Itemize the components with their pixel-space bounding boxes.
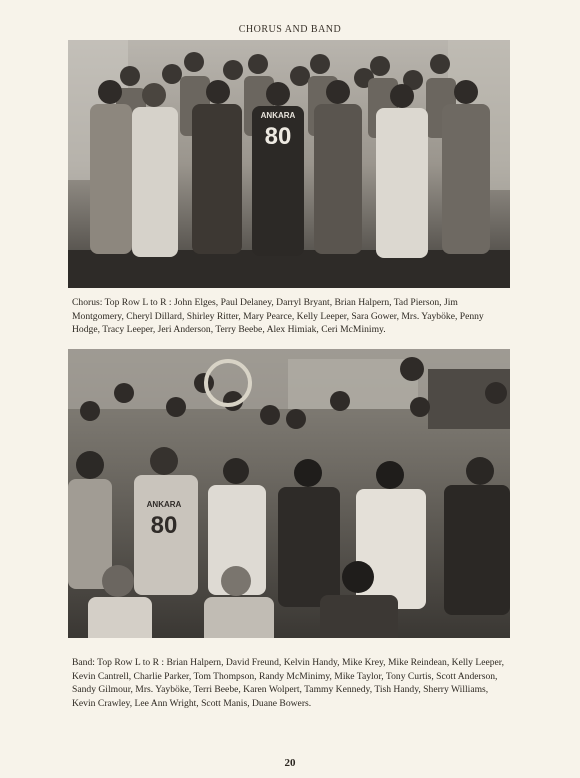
chorus-caption: Chorus: Top Row L to R : John Elges, Paul Delaney, Darryl Bryant, Brian Halpern, Tad Pierson, Jim Montgomery, Cheryl Dillard, Shirley Ritter, Mary Pearce, Kelly Leeper, Sara Gower, Mrs. Yayböke, Penny Hodge, Tracy Leeper, Jeri Anderson, Terry Beebe, Alex Himiak, Ceri McMinimy. — [72, 297, 484, 336]
band-shirt-number: 80 — [150, 512, 178, 539]
chorus-shirt-number: 80 — [264, 123, 292, 150]
band-caption: Band: Top Row L to R : Brian Halpern, David Freund, Kelvin Handy, Mike Krey, Mike Reindean, Kelly Leeper, Kevin Cantrell, Charlie Parker, Tom Thompson, Randy McMinimy, Mike Taylor, Tony Curtis, Scott Anderson, Sandy Gilmour, Mrs. Yayböke, Terri Beebe, Karen Wolpert, Tammy Kennedy, Tish Handy, Sherry Williams, Kevin Crawley, Lee Ann Wright, Scott Manis, Duane Bowers. — [72, 657, 504, 709]
page-title: CHORUS AND BAND — [238, 24, 342, 35]
page-number: 20 — [284, 757, 296, 769]
chorus-photo — [68, 40, 510, 288]
chorus-shirt-word: ANKARA — [260, 111, 296, 120]
chorus-photo-image — [68, 40, 510, 288]
band-photo — [68, 349, 510, 638]
band-shirt-word: ANKARA — [146, 500, 182, 509]
band-photo-image — [68, 349, 510, 638]
